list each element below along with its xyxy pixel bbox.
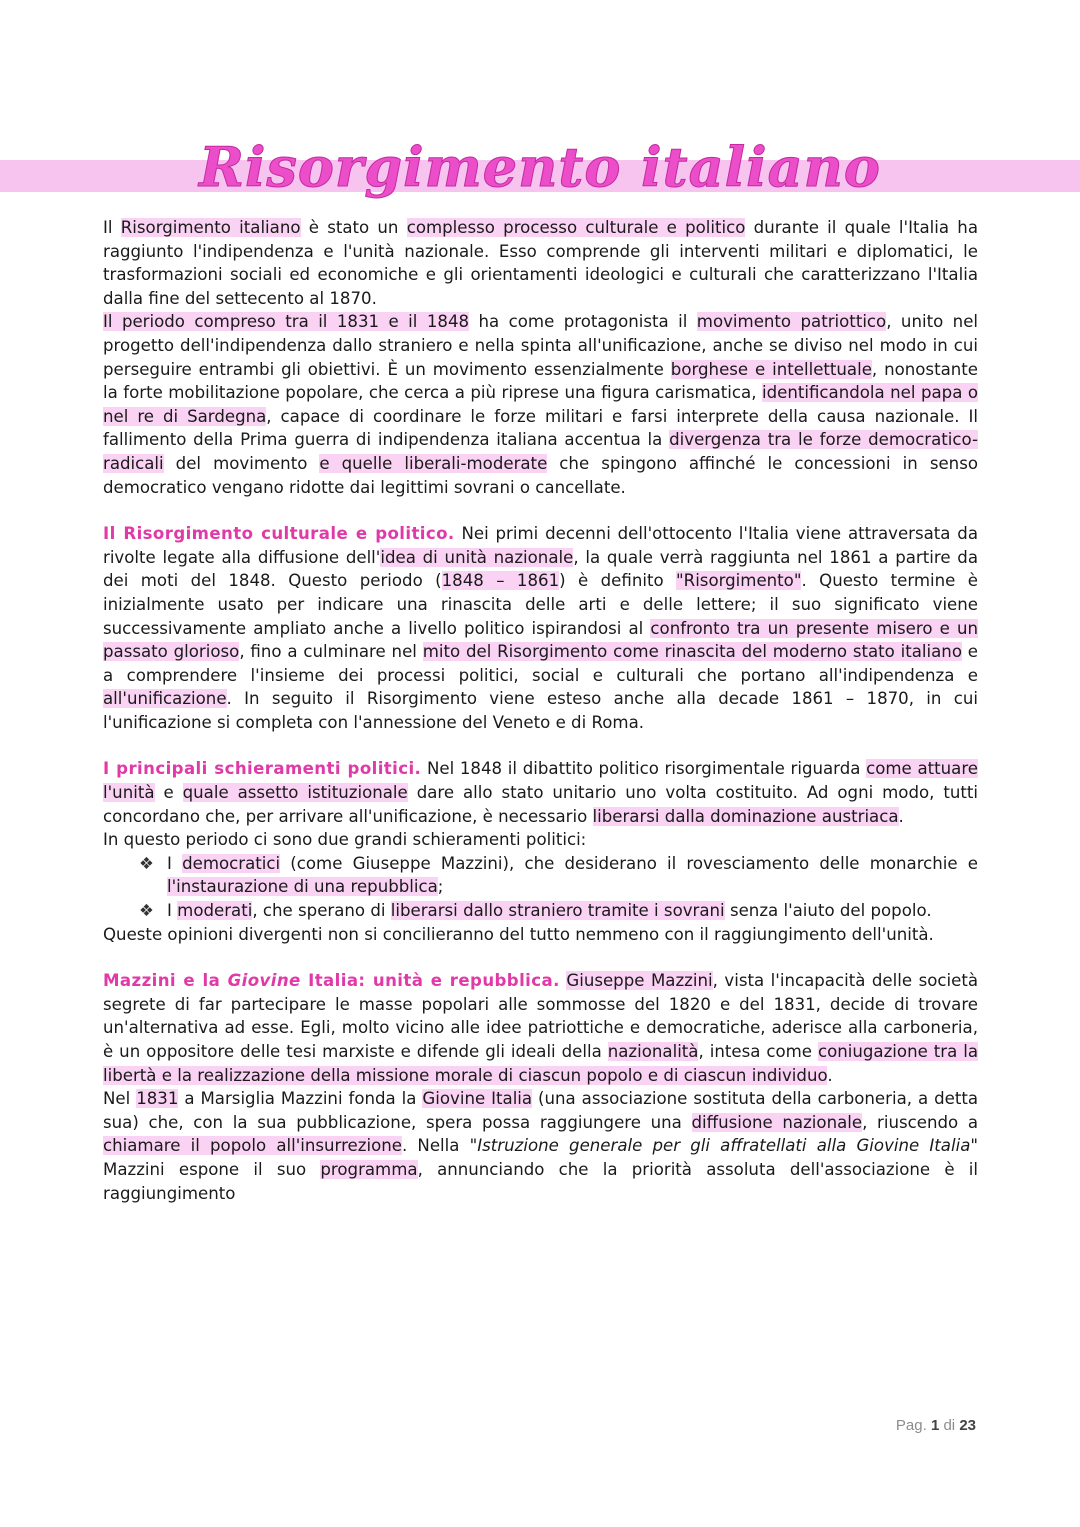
document-body (103, 216, 978, 1205)
mazzini-paragraph: Nel 1831 a Marsiglia Mazzini fonda la Giovine Italia (una associazione sostituta della carboneria, a detta sua) che, con la sua pubblicazione, spera possa raggiungere una diffusione nazionale, riuscendo a chiamare il popolo all'insurrezione. Nella "Istruzione generale per gli affratellati alla Giovine Italia" Mazzini espone il suo programma, annunciando che la priorità assoluta dell'associazione è il raggiungimento (103, 1089, 979, 1203)
list-item: ❖ I democratici (come Giuseppe Mazzini), che desiderano il rovesciamento delle monarchie e l'instaurazione di una repubblica; (139, 853, 978, 897)
section-heading: I principali schieramenti politici. (103, 759, 422, 779)
section-culturale-politico: Il Risorgimento culturale e politico. Nei primi decenni dell'ottocento l'Italia viene attraversata da rivolte legate alla diffusione dell'idea di unità nazionale, la quale verrà raggiunta nel 1861 a partire da dei moti del 1848. Questo periodo (1848 – 1861) è definito "Risorgimento". Questo termine è inizialmente usato per indicare una rinascita delle arti e delle lettere; il suo significato viene successivamente ampliato anche a livello politico ispirandosi al confronto tra un presente misero e un passato glorioso, fino a culminare nel mito del Risorgimento come rinascita del moderno stato italiano e a comprendere l'insieme dei processi politici, social e culturali che portano all'indipendenza e all'unificazione. In seguito il Risorgimento viene esteso anche alla decade 1861 – 1870, in cui l'unificazione si completa con l'annessione del Veneto e di Roma. (103, 524, 979, 732)
page-number: Pag. 1 di 23 (895, 1417, 976, 1434)
section-heading: Mazzini e la Giovine Italia: unità e repubblica. (103, 971, 560, 991)
intro-paragraph: Il Risorgimento italiano è stato un complesso processo culturale e politico durante il quale l'Italia ha raggiunto l'indipendenza e l'unità nazionale. Esso comprende gli interventi militari e diplomatici, le trasformazioni sociali ed economiche e gli orientamenti ideologici e culturali che caratterizzano l'Italia dalla fine del settecento al 1870. (103, 218, 978, 308)
diamond-bullet-icon: ❖ (139, 853, 154, 873)
period-paragraph: Il periodo compreso tra il 1831 e il 1848 ha come protagonista il movimento patriottico, unito nel progetto dell'indipendenza dallo straniero e nella spinta all'unificazione, anche se diviso nel modo in cui perseguire entrambi gli obiettivi. È un movimento essenzialmente borghese e intellettuale, nonostante la forte mobilitazione popolare, che cerca a più riprese una figura carismatica, identificandola nel papa o nel re di Sardegna, capace di coordinare le forze militari e farsi interprete della causa nazionale. Il fallimento della Prima guerra di indipendenza italiana accentua la divergenza tra le forze democratico-radicali del movimento e quelle liberali-moderate che spingono affinché le concessioni in senso democratico vengano ridotte dai legittimi sovrani o cancellate. (103, 312, 979, 497)
diamond-bullet-icon: ❖ (139, 901, 154, 921)
schieramenti-intro: In questo periodo ci sono due grandi schieramenti politici: (103, 830, 587, 850)
page-title: Risorgimento italiano (199, 135, 881, 199)
section-heading: Il Risorgimento culturale e politico. (103, 524, 455, 544)
schieramenti-list (103, 852, 978, 923)
section-mazzini: Mazzini e la Giovine Italia: unità e repubblica. Giuseppe Mazzini, vista l'incapacità delle società segrete di far partecipare le masse popolari alle sommosse del 1820 e del 1831, decide di trovare un'alternativa ad esse. Egli, molto vicino alle idee patriottiche e democratiche, aderisce alla carboneria, è un oppositore delle tesi marxiste e difende gli ideali della nazionalità, intesa come coniugazione tra la libertà e la realizzazione della missione morale di ciascun popolo e di ciascun individuo. (103, 971, 979, 1085)
list-item: ❖ I moderati, che sperano di liberarsi dallo straniero tramite i sovrani senza l'aiuto del popolo. (139, 899, 978, 923)
section-schieramenti: I principali schieramenti politici. Nel 1848 il dibattito politico risorgimentale riguarda come attuare l'unità e quale assetto istituzionale dare allo stato unitario uno volta costituito. Ad ogni modo, tutti concordano che, per arrivare all'unificazione, è necessario liberarsi dalla dominazione austriaca. (103, 759, 979, 826)
schieramenti-outro: Queste opinioni divergenti non si concilieranno del tutto nemmeno con il raggiungimento dell'unità. (103, 924, 934, 944)
